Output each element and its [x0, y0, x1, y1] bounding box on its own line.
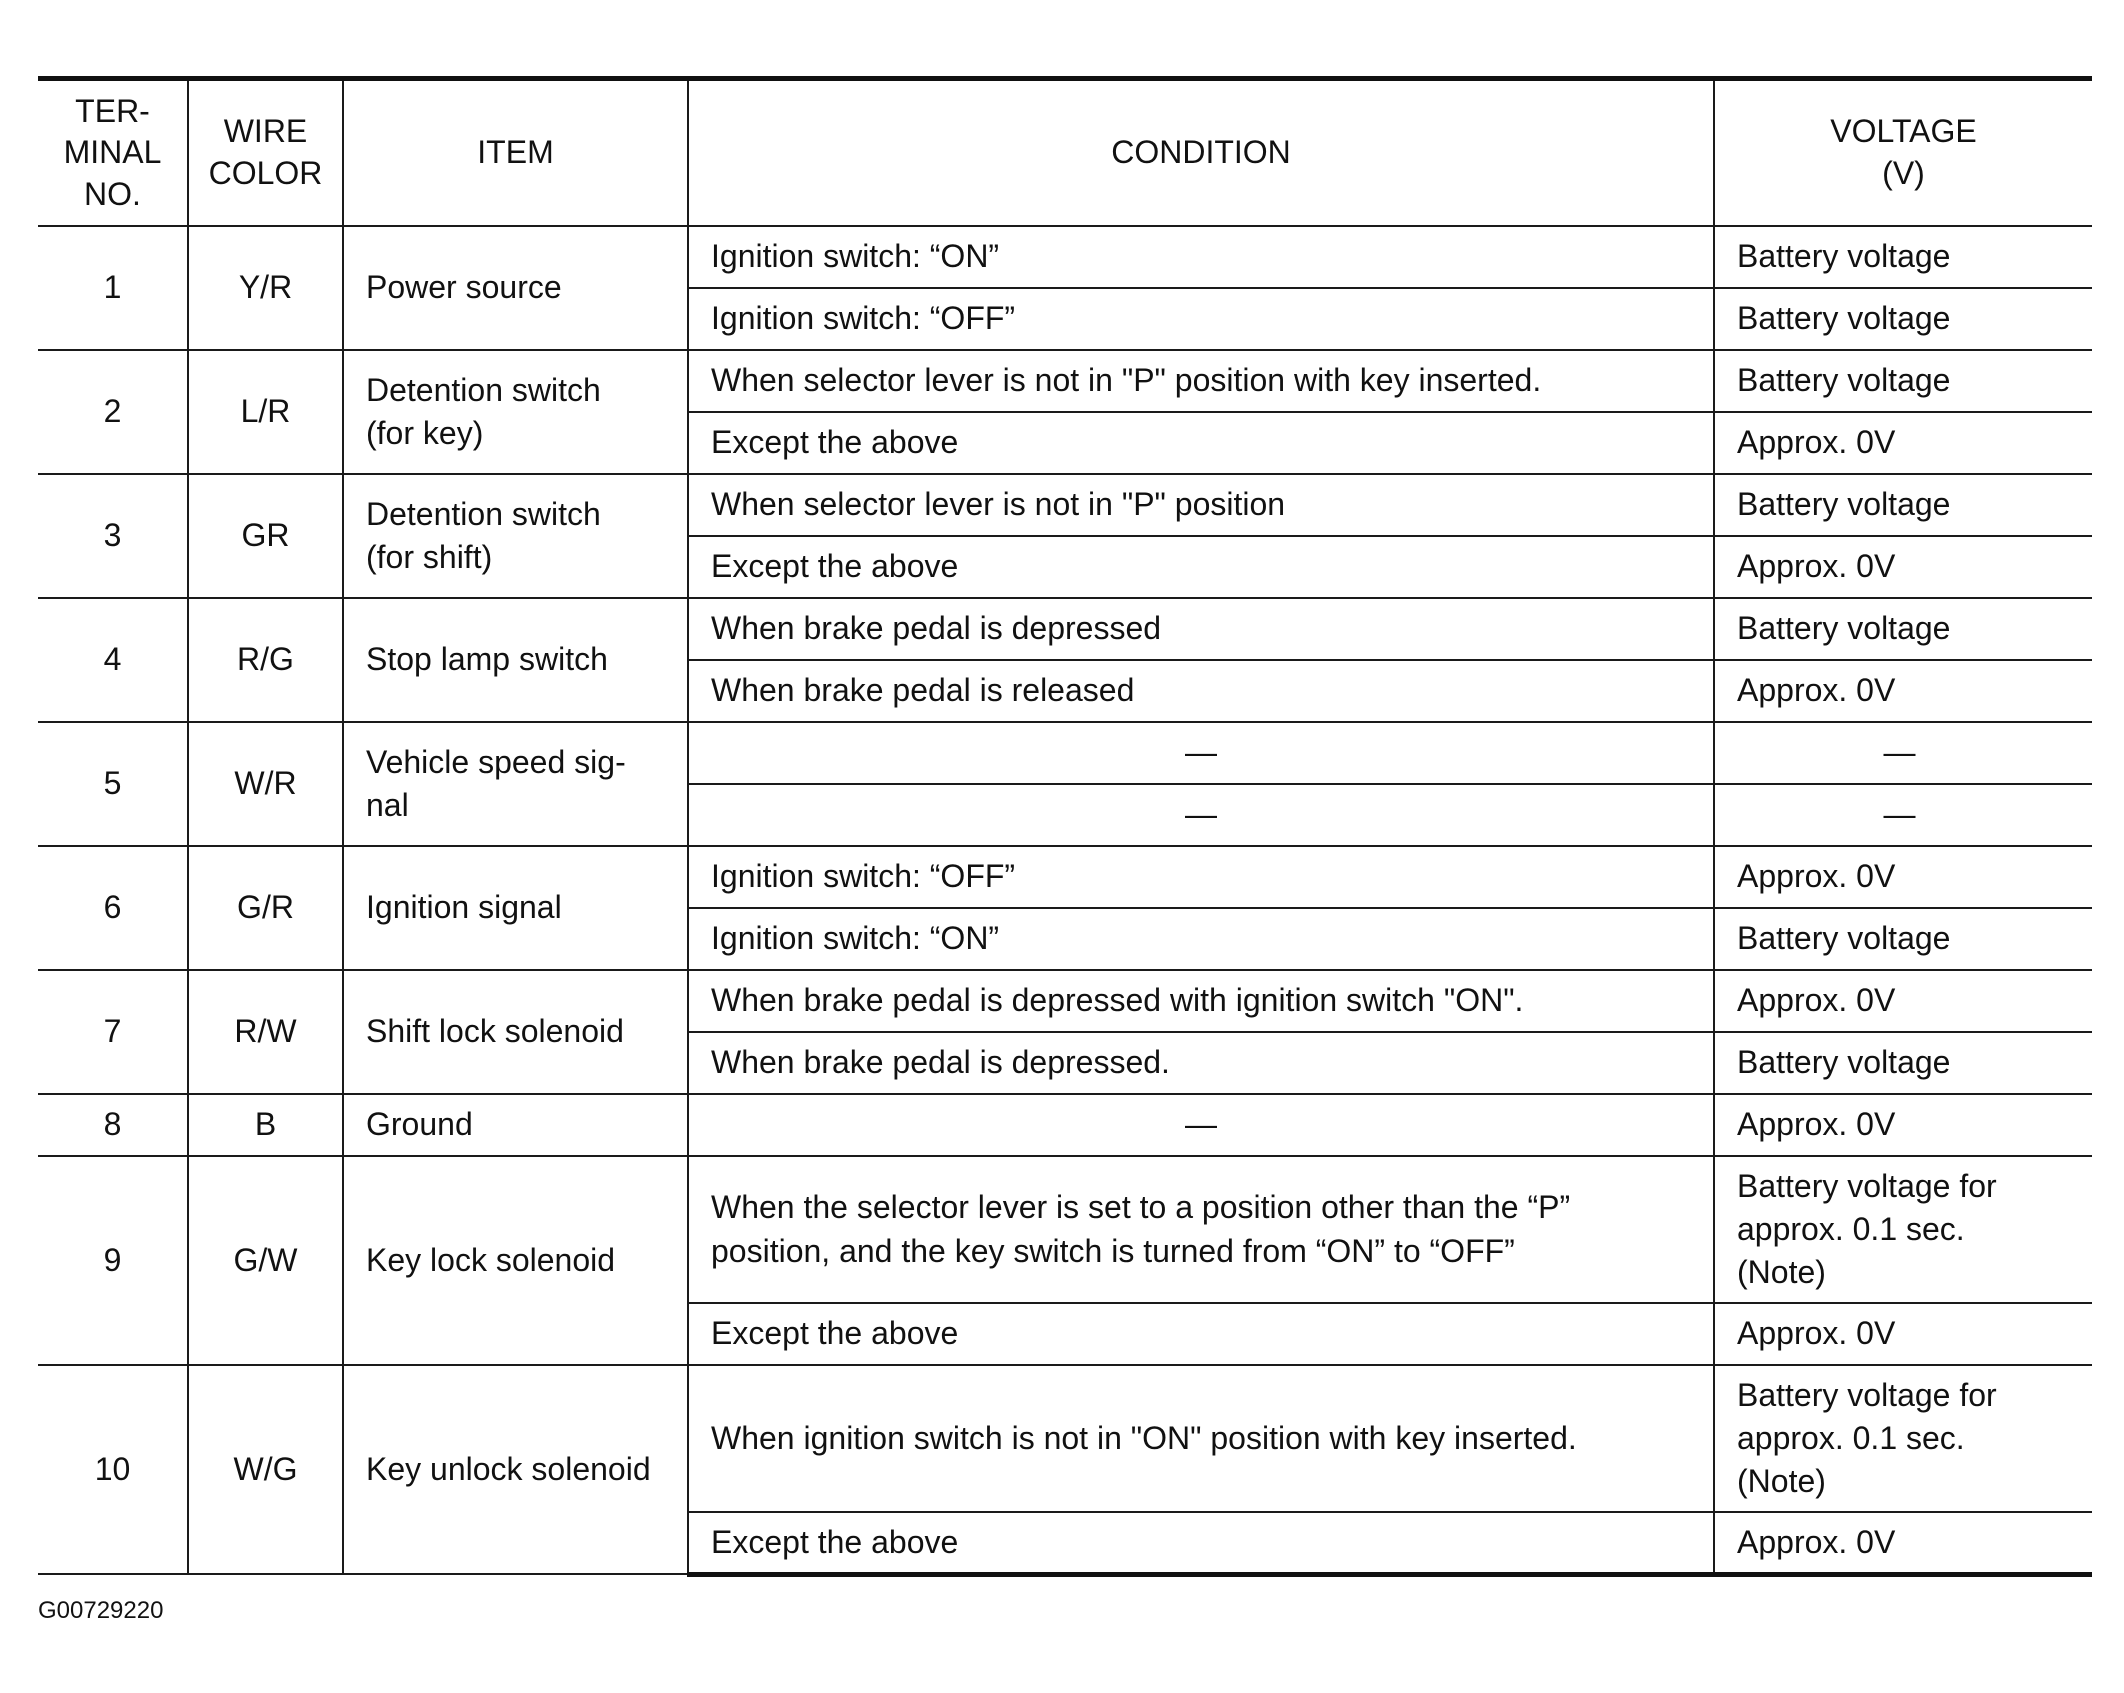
- terminal-number: 4: [38, 598, 188, 722]
- condition-cell: Except the above: [688, 1512, 1714, 1574]
- wire-color: R/G: [188, 598, 343, 722]
- wire-color: Y/R: [188, 226, 343, 350]
- condition-cell: When brake pedal is depressed.: [688, 1032, 1714, 1094]
- item-name: Key lock solenoid: [343, 1156, 688, 1365]
- voltage-cell: Battery voltage for approx. 0.1 sec. (Note): [1714, 1156, 2092, 1303]
- item-name: Stop lamp switch: [343, 598, 688, 722]
- voltage-cell: Battery voltage: [1714, 474, 2092, 536]
- condition-cell: When brake pedal is released: [688, 660, 1714, 722]
- condition-cell: When ignition switch is not in "ON" position with key inserted.: [688, 1365, 1714, 1512]
- wire-color: W/G: [188, 1365, 343, 1574]
- table-row: [38, 474, 2092, 536]
- wire-color: GR: [188, 474, 343, 598]
- terminal-number: 7: [38, 970, 188, 1094]
- voltage-cell: Battery voltage: [1714, 1032, 2092, 1094]
- wire-color: W/R: [188, 722, 343, 846]
- terminal-voltage-table: [38, 76, 2092, 1577]
- wire-color: G/W: [188, 1156, 343, 1365]
- condition-cell: Ignition switch: “ON”: [688, 226, 1714, 288]
- condition-cell: —: [688, 722, 1714, 784]
- table-row: [38, 350, 2092, 412]
- item-name: Shift lock solenoid: [343, 970, 688, 1094]
- header-terminal-no: TER- MINAL NO.: [38, 79, 188, 227]
- item-name: Detention switch (for key): [343, 350, 688, 474]
- figure-code: G00729220: [38, 1597, 164, 1624]
- table-row: [38, 970, 2092, 1032]
- table-row: [38, 846, 2092, 908]
- item-name: Ground: [343, 1094, 688, 1156]
- header-condition: CONDITION: [688, 79, 1714, 227]
- header-voltage: VOLTAGE (V): [1714, 79, 2092, 227]
- terminal-number: 1: [38, 226, 188, 350]
- wire-color: L/R: [188, 350, 343, 474]
- condition-cell: When brake pedal is depressed: [688, 598, 1714, 660]
- item-name: Key unlock solenoid: [343, 1365, 688, 1574]
- terminal-number: 9: [38, 1156, 188, 1365]
- voltage-cell: Approx. 0V: [1714, 1512, 2092, 1574]
- wire-color: R/W: [188, 970, 343, 1094]
- voltage-cell: Approx. 0V: [1714, 1303, 2092, 1365]
- table-header-row: [38, 79, 2092, 227]
- table-row: [38, 1365, 2092, 1512]
- voltage-cell: Approx. 0V: [1714, 846, 2092, 908]
- voltage-cell: Approx. 0V: [1714, 970, 2092, 1032]
- voltage-cell: Approx. 0V: [1714, 660, 2092, 722]
- voltage-cell: Battery voltage: [1714, 598, 2092, 660]
- condition-cell: When selector lever is not in "P" position with key inserted.: [688, 350, 1714, 412]
- terminal-number: 5: [38, 722, 188, 846]
- terminal-number: 3: [38, 474, 188, 598]
- voltage-cell: Battery voltage for approx. 0.1 sec. (Note): [1714, 1365, 2092, 1512]
- condition-cell: When selector lever is not in "P" position: [688, 474, 1714, 536]
- condition-cell: —: [688, 784, 1714, 846]
- condition-cell: Except the above: [688, 1303, 1714, 1365]
- voltage-cell: —: [1714, 784, 2092, 846]
- terminal-number: 6: [38, 846, 188, 970]
- voltage-cell: Battery voltage: [1714, 350, 2092, 412]
- condition-cell: Except the above: [688, 536, 1714, 598]
- voltage-cell: Battery voltage: [1714, 908, 2092, 970]
- condition-cell: When the selector lever is set to a position other than the “P” position, and the key switch is turned from “ON” to “OFF”: [688, 1156, 1714, 1303]
- item-name: Ignition signal: [343, 846, 688, 970]
- item-name: Vehicle speed sig- nal: [343, 722, 688, 846]
- condition-cell: Ignition switch: “ON”: [688, 908, 1714, 970]
- terminal-number: 10: [38, 1365, 188, 1574]
- wire-color: B: [188, 1094, 343, 1156]
- item-name: Detention switch (for shift): [343, 474, 688, 598]
- voltage-cell: Battery voltage: [1714, 226, 2092, 288]
- table-row: [38, 1156, 2092, 1303]
- wire-color: G/R: [188, 846, 343, 970]
- condition-cell: When brake pedal is depressed with ignition switch "ON".: [688, 970, 1714, 1032]
- voltage-cell: Approx. 0V: [1714, 412, 2092, 474]
- condition-cell: Except the above: [688, 412, 1714, 474]
- terminal-number: 2: [38, 350, 188, 474]
- voltage-cell: Approx. 0V: [1714, 536, 2092, 598]
- item-name: Power source: [343, 226, 688, 350]
- table-row: [38, 722, 2092, 784]
- table-row: [38, 1094, 2092, 1156]
- voltage-cell: Approx. 0V: [1714, 1094, 2092, 1156]
- condition-cell: Ignition switch: “OFF”: [688, 288, 1714, 350]
- table-row: [38, 598, 2092, 660]
- terminal-number: 8: [38, 1094, 188, 1156]
- voltage-cell: —: [1714, 722, 2092, 784]
- voltage-cell: Battery voltage: [1714, 288, 2092, 350]
- condition-cell: Ignition switch: “OFF”: [688, 846, 1714, 908]
- table-row: [38, 226, 2092, 288]
- condition-cell: —: [688, 1094, 1714, 1156]
- header-item: ITEM: [343, 79, 688, 227]
- header-wire-color: WIRE COLOR: [188, 79, 343, 227]
